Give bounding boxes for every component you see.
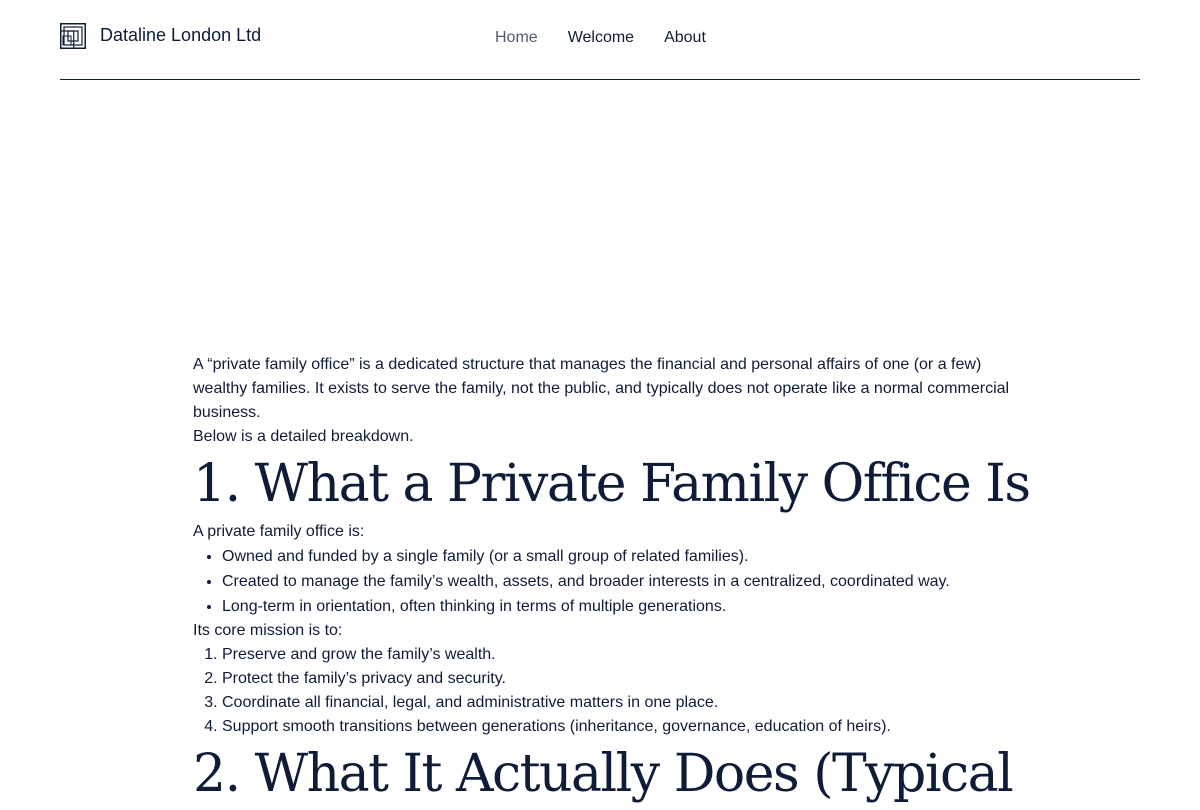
list-item: • Long-term in orientation, often thinking in terms of multiple generations. — [222, 594, 1013, 619]
list-item: • Owned and funded by a single family (or a small group of related families). — [222, 544, 1013, 569]
section-1-bullets — [193, 544, 1013, 619]
section-heading-1: 1. What a Private Family Office Is — [193, 454, 1030, 514]
list-item: 3. Coordinate all financial, legal, and administrative matters in one place. — [222, 691, 1013, 715]
intro-paragraph: A “private family office” is a dedicated structure that manages the financial and personal affairs of one (or a few) wealthy families. It exists to serve the family, not the public, and typically does not operate like a normal commercial business. — [193, 356, 1010, 421]
mission-lead: Its core mission is to: — [193, 622, 343, 639]
section-1-lead: A private family office is: — [193, 523, 365, 540]
square-grid-logo-icon[interactable] — [60, 23, 86, 49]
nav-welcome-link[interactable]: Welcome — [567, 29, 635, 46]
nav-home-link[interactable]: Home — [495, 29, 538, 46]
article-body — [193, 353, 1030, 810]
brand-name[interactable]: Dataline London Ltd — [100, 25, 262, 45]
list-item: • Created to manage the family’s wealth, assets, and broader interests in a centralized, coordinated way. — [222, 569, 1013, 594]
site-header — [60, 0, 1140, 80]
list-item: 2. Protect the family’s privacy and security. — [222, 667, 1013, 691]
intro-note: Below is a detailed breakdown. — [193, 428, 414, 445]
mission-list — [193, 643, 1013, 739]
section-heading-2: 2. What It Actually Does (Typical — [193, 744, 1013, 804]
list-item: 4. Support smooth transitions between generations (inheritance, governance, education of heirs). — [222, 715, 1013, 739]
nav-about-link[interactable]: About — [664, 29, 706, 46]
main-nav — [495, 29, 706, 47]
list-item: 1. Preserve and grow the family’s wealth. — [222, 643, 1013, 667]
